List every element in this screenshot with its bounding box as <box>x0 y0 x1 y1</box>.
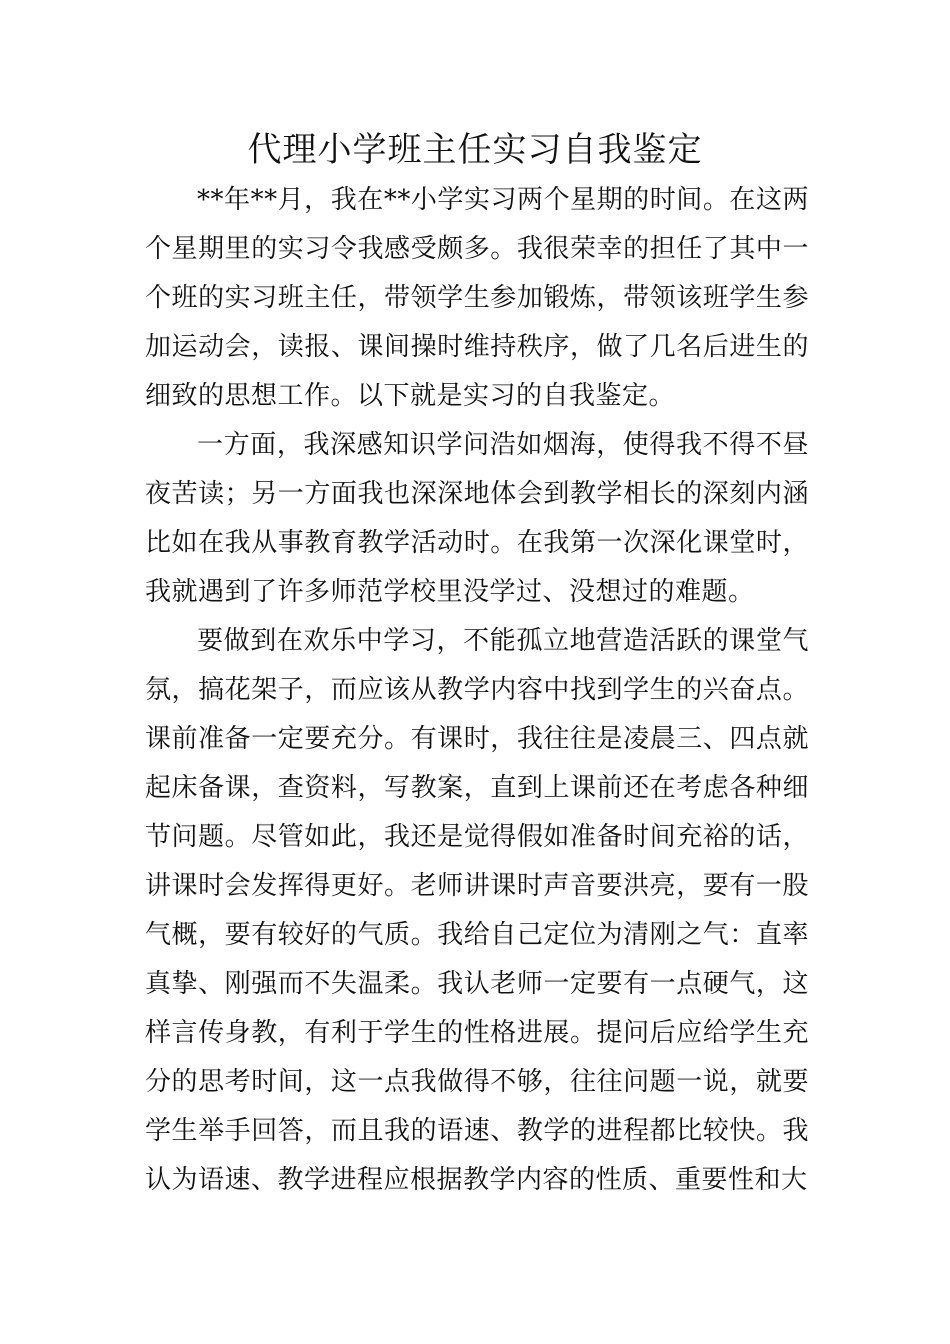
paragraph-3: 要做到在欢乐中学习，不能孤立地营造活跃的课堂气氛，搞花架子，而应该从教学内容中找到学生的兴奋点。课前准备一定要充分。有课时，我往往是凌晨三、四点就起床备课，查资料，写教案，直到上课前还在考虑各种细节问题。尽管如此，我还是觉得假如准备时间充裕的话，讲课时会发挥得更好。老师讲课时声音要洪亮，要有一股气概，要有较好的气质。我给自己定位为清刚之气：直率真挚、刚强而不失温柔。我认老师一定要有一点硬气，这样言传身教，有利于学生的性格进展。提问后应给学生充分的思考时间，这一点我做得不够，往往问题一说，就要学生举手回答，而且我的语速、教学的进程都比较快。我认为语速、教学进程应根据教学内容的性质、重要性和大 <box>145 626 809 1195</box>
paragraph-1: **年**月，我在**小学实习两个星期的时间。在这两个星期里的实习令我感受颇多。我很荣幸的担任了其中一个班的实习班主任，带领学生参加锻炼，带领该班学生参加运动会，读报、课间操时维持秩序，做了几名后进生的细致的思想工作。以下就是实习的自我鉴定。 <box>145 185 809 411</box>
document-title: 代理小学班主任实习自我鉴定 <box>247 130 703 170</box>
document-body <box>145 176 809 1205</box>
paragraph-2: 一方面，我深感知识学问浩如烟海，使得我不得不昼夜苦读；另一方面我也深深地体会到教学相长的深刻内涵比如在我从事教育教学活动时。在我第一次深化课堂时，我就遇到了许多师范学校里没学过、没想过的难题。 <box>145 430 809 607</box>
